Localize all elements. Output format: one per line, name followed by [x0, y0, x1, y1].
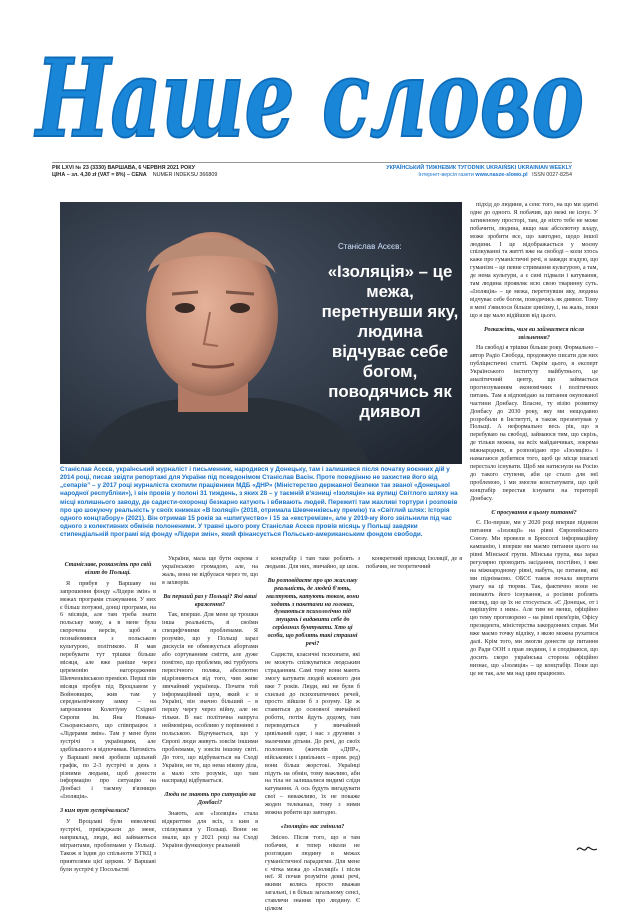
article-column-4	[366, 556, 462, 572]
tagline: УКРАЇНСЬКИЙ ТИЖНЕВИК ТУГODNIK UKRAIŃSKI UKRAINIAN WEEKLY	[386, 165, 572, 171]
body-paragraph: України, мала ще бути окрема з українською громадою, але, на жаль, вона не відбулася через те, що я захворів.	[162, 556, 258, 586]
lead-paragraph: Станіслав Асєєв, український журналіст і письменник, народився у Донецьку, там і залишився після початку воєнних дій у 2014 році, писав звідти репортажі для України під псевдонімом Станіслав Васін. Проте поведінню не захистив його від „сепарів” – у 2017 році журналіста схопили працівники МДБ «ДНР» (Міністерство державної безпеки так званої «Донецької народної республіки»), і він провів у полоні 31 тиждень, з яких 28 – у таємній в'язниці «Ізоляція» на вулиці Світлого шляху на місці колишнього заводу, де садисти-охоронці безкарно катують і вбивають людей. Пережиті там жахливі тортури і розповів про цю шокуючу реальність у своїх книжках «В Ізоляції» (2018, отримала Шевченківську премію) та «Світлий шлях: Історія одного концтабору» (2021). Він отримав 15 років за «шпигунство» і 15 за «екстремізм», але у 2019-му його звільнили під час одного з колективних обмінів полоненими. У травні цього року Станіслав Асєєв провів місяць у Польщі завдяки стипендіальній програмі від фонду «Лідери змін», який фінансується Польсько-американським фондом свободи.	[60, 466, 458, 539]
masthead	[0, 0, 620, 160]
article-column-right	[470, 202, 598, 679]
body-paragraph: Так, вперше. Для мене це трошки інша реальність, зі своїми специфічними проблемами. Я розумію, що у Польщі зараз дискусія не обмежується абортами або сортуванням сміття, але дуже помітно, що проблеми, які турбують пересічного поляка, абсолютно відрізняються від того, чим живе звичайний українець. Почати той інформаційний шум, який є в Україні, він значно більший – в першу чергу через війну, але не тільки. В нас політична напруга неймовірна, особливо у порівнянні з польською. Відчувається, що у Європі люди живуть зовсім іншими проблемами, у зовсім іншому світі. До того, що відбувається на Сході України, не те, що нема нікому діла, а мало хто розуміє, що там насправді відбувається.	[162, 612, 258, 785]
article-column-3	[265, 556, 360, 913]
body-paragraph: конкретний приклад Ізоляції, де я побачив, не теоретичний	[366, 556, 462, 570]
body-paragraph: Знають, але «Ізоляція» стала відкриттям для всіх, з ким я спілкувався у Польщі. Вони не знали, що у 2021 році на Сході України функціонує реальний	[162, 811, 258, 849]
interview-question: Люди не знають про ситуацію на Донбасі?	[164, 792, 256, 807]
issue-line: РІК LXVI № 23 (3330) ВАРШАВА, 6 ЧЕРВНЯ 2021 РОКУ	[52, 165, 195, 171]
continued-mark-icon	[575, 842, 599, 856]
newspaper-logo	[30, 36, 590, 164]
body-paragraph: Садисти, класичні психопати, які не можуть спілкуватися людським страданням. Самі тому вони мають змогу катувати людей кожного дня вже 7 років. Люди, які не були б схильні до психопатичних речей, просто зійшли б з розуму. Це ж ставиться до основної звичайної роботи, потім йдуть додому, там переводяться у звичайний цивільний одяг, і нас з друзями з малечими дітьми. До речі, до своїх полонених (жителів «ДНР», військових і цивільних – прим. ред) вони більш жорстокі. Українці підуть на обмін, тому важливо, аби на тіла не залишалися видимі сліди катування. А ось будуть вигадувати свої – неважливо, їх не покаже жоден телеканал, тому з ними можна робити що завгодно.	[265, 651, 360, 817]
interview-question: «Ізоляція» вас змінила?	[280, 824, 345, 830]
index-line: NUMER INDEKSU 366809	[152, 172, 218, 178]
body-paragraph: У Вроцлаві були невеличкі зустрічі, приїжджали до мене, наприклад, люди, які займаються мігрантами, проблемами у Польщі. Також я їздив до спільноти УГКЦ з приятелями цієї церкви. У Варшаві були зустрічі у Посольстві	[60, 819, 156, 873]
website-label: Інтернет-версія газети	[418, 172, 474, 178]
hero-photo	[60, 202, 462, 464]
publication-info	[386, 165, 572, 179]
hero-quote: «Ізоляція» – це межа, перетнувши яку, людина відчуває себе богом, поводячись як диявол	[321, 262, 459, 421]
website-link[interactable]: www.nasze-slowo.pl	[475, 172, 528, 178]
interview-question: Є просування в цьому питанні?	[491, 509, 577, 516]
interview-question: Ви перший раз у Польщі? Які ваші враження?	[163, 593, 257, 608]
body-paragraph: Я прибув у Варшаву на запрошення фонду «Лідери змін» в межах програми стажування. У них є більш потужні, донці програми, на 6 місяців, але там треба знати польську мову, а в мене була скорочена версія, щоб я познайомився з польською культурою, політикою. Я мав перебувати тут трішки більше місяця, але вже раніше через церемонію нагородження Шевченківською премією. Перші пів місяця пробув під Вроцлавом у Войновицях, жив там у середньовічному замку – на запрошення Колегіуму Східної Європи ім. Яна Новака-Єзьоранського, що співпрацює з «Лідерами змін». Там у мене були зустрічі з українцями, але здебільшого я відпочивав. Натомість у Варшаві мені зробили щільний графік, по 2-3 зустрічі в день з різними людьми, щоб донести інформацію про ситуацію на Донбасі і таємну в'язницю «Ізоляція».	[60, 580, 156, 801]
interview-question: Ви розповідаєте про цю жахливу реальність, де людей б'ють, гвалтують, катують током, вони ходять з пакетами на головах, думаються психологічно під знущань і видавити себе до серйозних бунтувати. Хто ці особи, що роблять такі страшні речі?	[265, 577, 360, 648]
info-bar	[52, 162, 572, 182]
body-paragraph: На свободі я трішки більше року. Формально – автор Радіо Свобода, продовжую писати для них публіцистичні статті. Окрім цього, я експерт Українського інституту майбутнього, це аналітичний центр, що займається прогнозуванням економічних і політичних питань. Там я відповідаю за питання окупованої частини Донбасу. Власне, ту візію розвитку Донбасу до 2030 року, яку ми нещодавно розробили в Інституті, я також презентував у Польщі. А неформально весь рік, що я перебуваю на свободі, займаюся тим, що скрізь, де тільки можна, на всіх майданчиках, зокрема міжнародних, я розповідаю про «Ізоляцію» і намагаюся добитися того, щоб це місце взагалі перестало існувати. Щоб ми натиснули на Росію до такого ступеня, аби це стало для неї проблемою, і ми змогли констатувати, що цей концтабір перестав існувати на території Донбасу.	[470, 345, 598, 502]
article-column-1	[60, 556, 156, 873]
body-paragraph: Звісно. Після того, що я там побачив, я тепер ніколи не розглядаю людину в межах гуманістичної парадигми. Для мене є чітка межа до «Ізоляції» і після неї. Я почав розуміти деякі речі, якими колись просто вважав загальні, і в більш загальному сенсі, ставлячи знання про людину. Є цілком	[265, 834, 360, 913]
body-paragraph: Є. По-перше, ми у 2020 році вперше підняли питання «Ізоляції» на рівні Європейського Союзу. Ми провели в Брюсселі інформаційну кампанію, і вперше ми маємо питання цього на рівні Мінської групи. Мінська група, яка зараз регулярно проводить засідання, постійно, і вже на міжнародному рівні, мабуть, це питання, які ми піднімаємо. ОБСЄ також почала звертати увагу на ці тюрми. Так, фактично вони не визнають його існування, а росіяни роблять вигляд, що це їх не стосується. «Є Донецьк, от і вирішуйте з ним». Але тим не менш, офіційно цю тему проговорено – на рівні прем'єрів, Офісу президента, міністерства закордонних справ. Ми вже маємо точку відліку, з якою можна рухатися далі. Крім того, ми змогли донести це питання до Ради ООН з прав людини, і я сподіваюся, що досить скоро українська сторона офіційно визнає, що «Ізоляція» – це концтабір. Поки що це не так, але ми над цим працюємо.	[470, 520, 598, 677]
hero-author: Станіслав Асєєв:	[338, 242, 402, 251]
interview-question: Станіславе, розкажіть про свій візит до Польщі.	[64, 562, 152, 576]
interview-question: З ким тут зустрічалися?	[60, 808, 130, 815]
issue-info	[52, 165, 223, 179]
interview-question: Розкажіть, чим ви займаєтеся після звільнення?	[483, 326, 585, 341]
body-paragraph: підхід до людини, а сенс того, на що ми здатні одне до одного. Я побачив, що межі не існує. У затиненому просторі, там, де ніхто тебе не може побачити, людина, якщо має абсолютну владу, може зробити все, що завгодно, щодо іншої людини. І це відображається у моєму спілкуванні та житті вже на свободі – коли хтось каже про гуманістичні речі, я завжди згадую, що гуманізм – це певне стримання культурою, а там, де нема культури, а є сині підвали і катування, там людина проявляє всю свою тваринну суть. «Ізоляція» – це межа, перетнувши яку, людина відчуває себе богом, поводячись як диявол. Тому я мені з'явилося більше цинізму, і, на жаль, поки що я ще мало відійшов від цього.	[470, 202, 598, 319]
price-line: ЦІНА – зл. 4,30 zł (VAT = 8%) – CENA	[52, 172, 147, 178]
body-paragraph: концтабір і там таке роблять з людьми. Для них, звичайно, це шок.	[265, 556, 360, 570]
logo-text: Наше слово	[33, 36, 584, 162]
article-column-2	[162, 556, 258, 851]
issn: ISSN 0027-8254	[532, 172, 572, 178]
